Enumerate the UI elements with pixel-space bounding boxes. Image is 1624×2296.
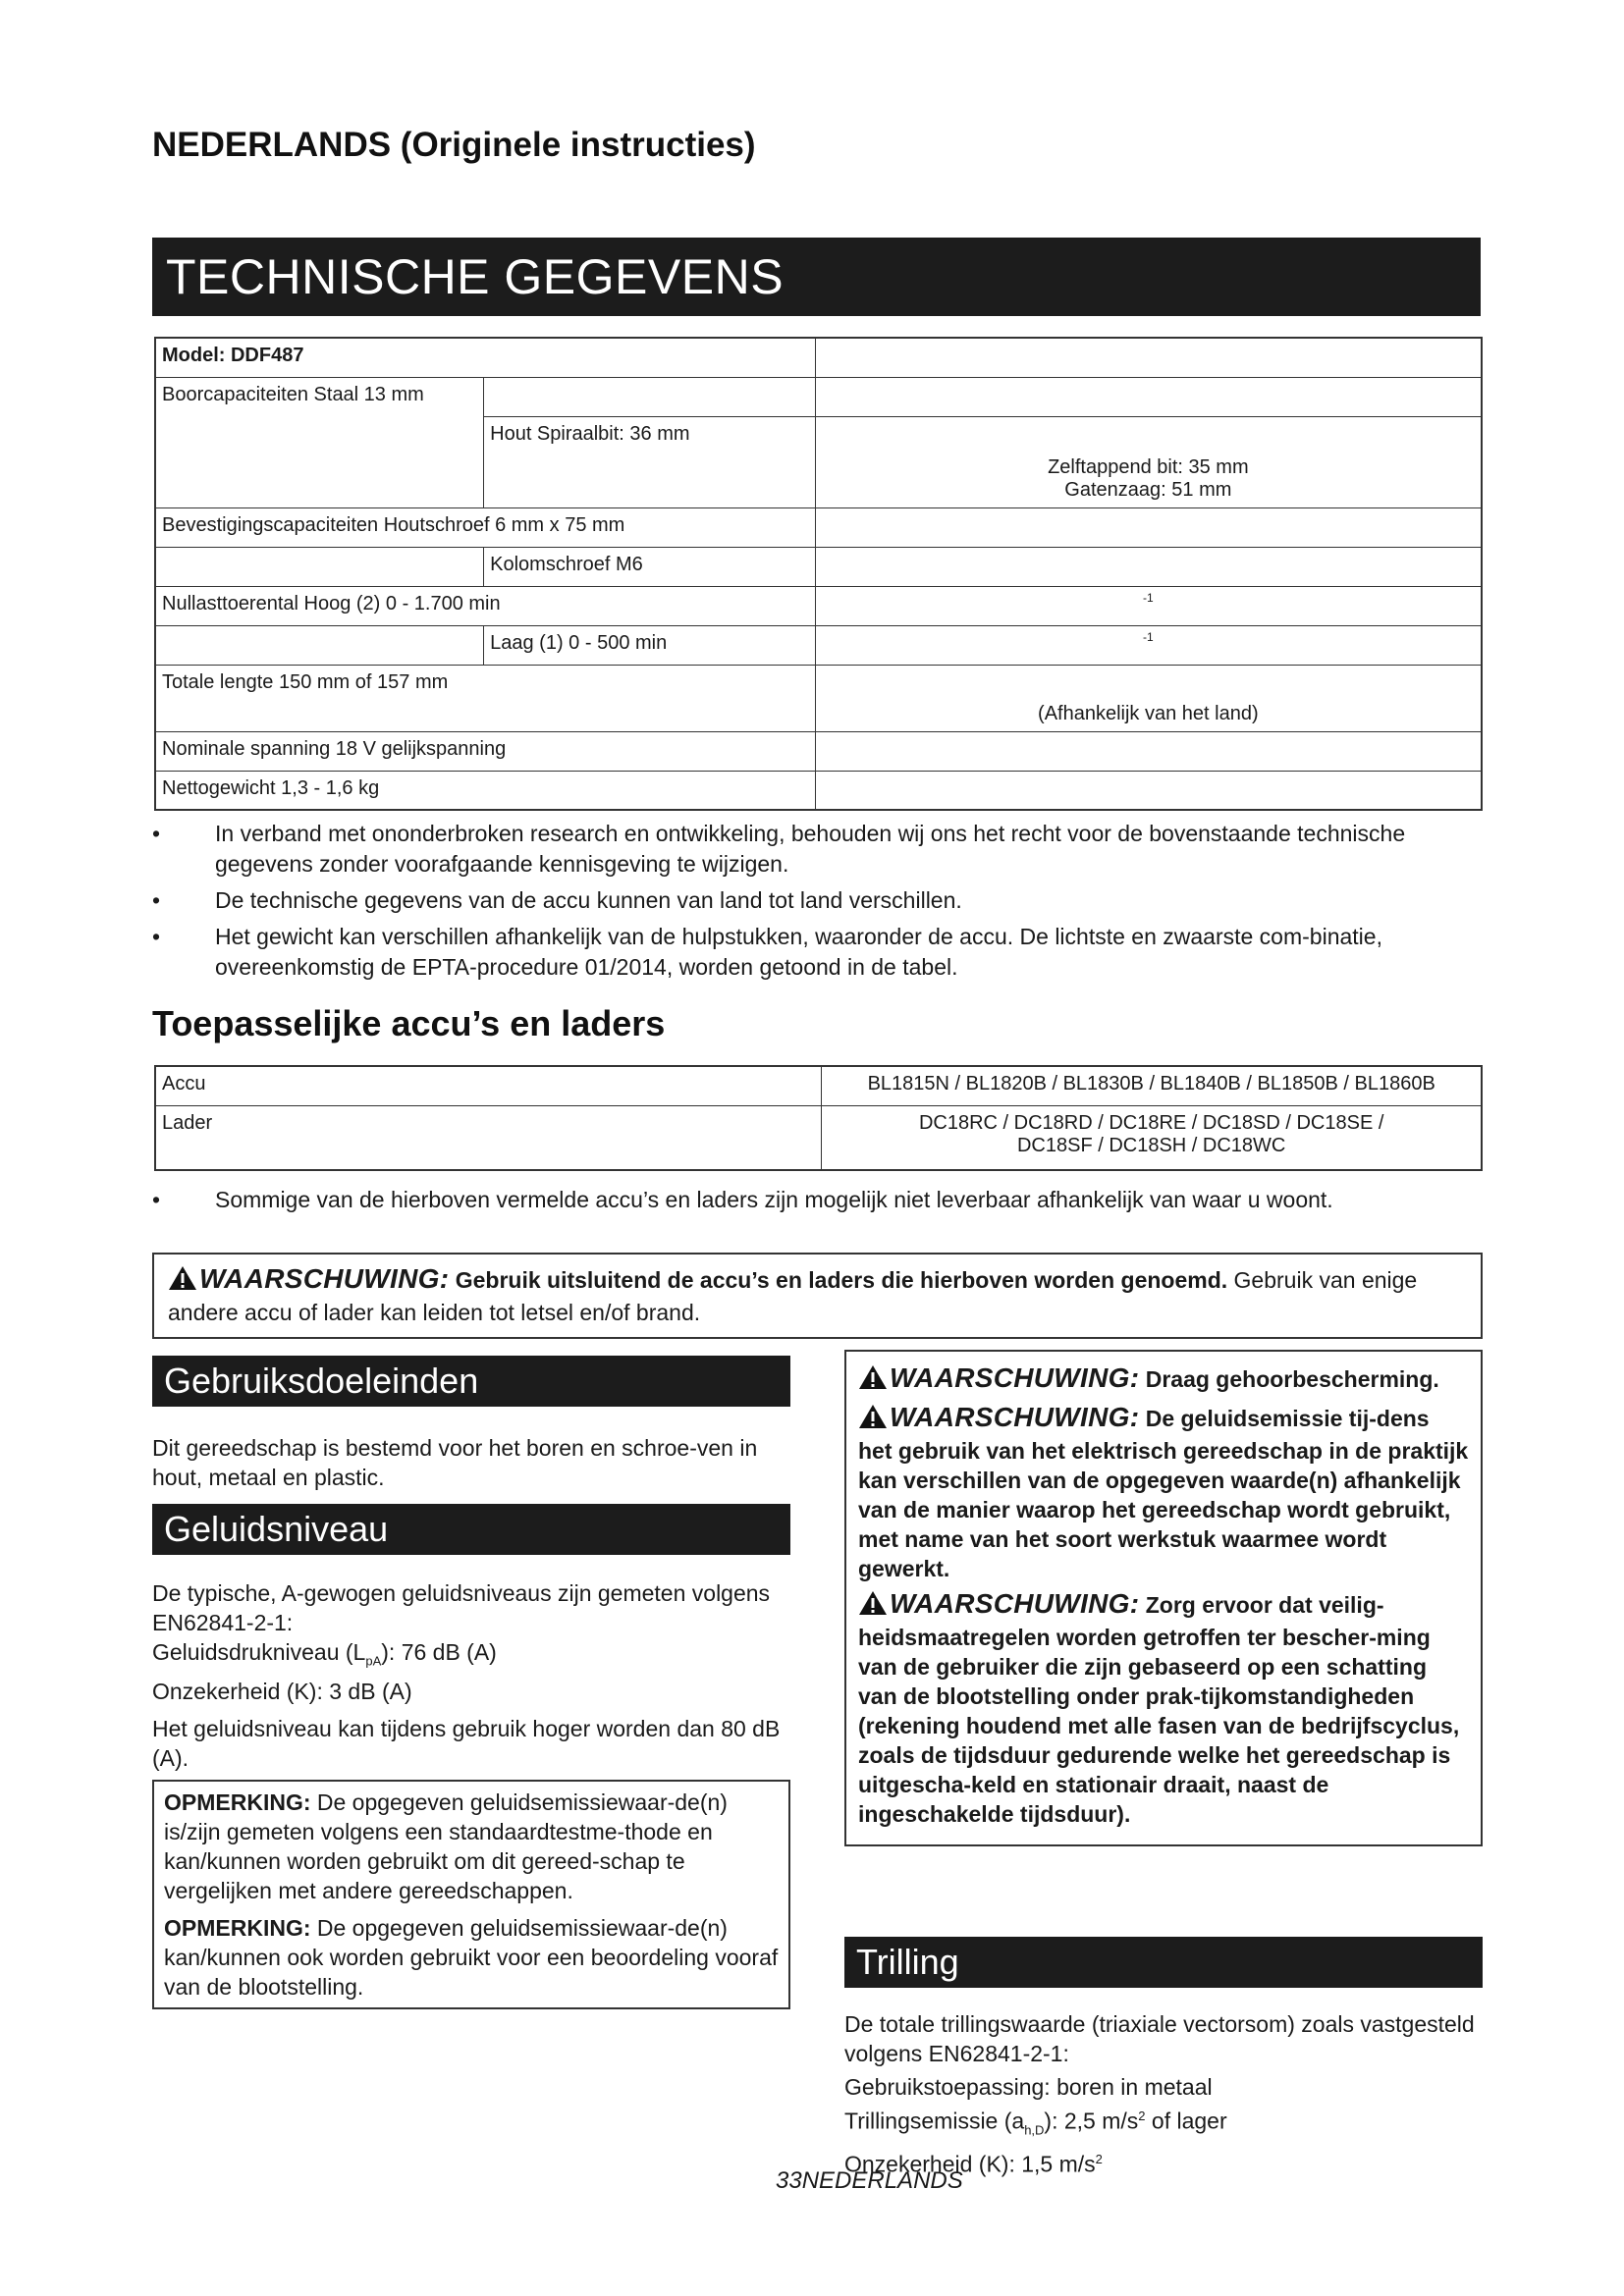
accu-value: BL1815N / BL1820B / BL1830B / BL1840B / BL1850B / BL1860B xyxy=(822,1066,1482,1105)
spec-kolomschroef-cell: Kolomschroef M6 xyxy=(484,547,816,586)
warning-triangle-icon xyxy=(168,1265,197,1298)
note-1: OPMERKING: De opgegeven geluidsemissiewaar-de(n) is/zijn gemeten volgens een standaardtestme-thode en kan/kunnen worden gebruikt om dit gereed-schap te vergelijken met andere gereedschappen. xyxy=(164,1789,728,1903)
section-title-technische-gegevens: TECHNISCHE GEGEVENS xyxy=(152,238,1481,316)
section-trilling: Trilling xyxy=(844,1937,1483,1988)
gebruik-text: Dit gereedschap is bestemd voor het boren en schroe-ven in hout, metaal en plastic. xyxy=(152,1435,758,1490)
warning-triangle-icon xyxy=(858,1364,888,1397)
warning-accu-box xyxy=(152,1253,1483,1339)
geluid-hoger: Het geluidsniveau kan tijdens gebruik hoger worden dan 80 dB (A). xyxy=(152,1715,781,1771)
geluid-intro: De typische, A-gewogen geluidsniveaus zijn gemeten volgens EN62841-2-1: xyxy=(152,1580,771,1635)
spec-zelftappend-cell: Zelftappend bit: 35 mm Gatenzaag: 51 mm xyxy=(815,416,1482,507)
geluid-note-box xyxy=(152,1780,790,2009)
list-item: • In verband met ononderbroken research en ontwikkeling, behouden wij ons het recht voor de bovenstaande technische gegevens zonder voorafgaande kennisgeving te wijzigen. xyxy=(152,819,1483,880)
warning-veiligheid: WAARSCHUWING: Zorg ervoor dat veilig-heidsmaatregelen worden getroffen ter bescher-ming van de gebruiker die zijn gebaseerd op een schatting van de blootstelling onder prak-tijkomstandigheden (rekening houdend met alle fasen van de bedrijfscyclus, zoals de tijdsduur gedurende welke het gereedschap is uitgescha-keld en stationair draait, naast de ingeschakelde tijdsduur). xyxy=(858,1588,1460,1827)
spec-afhankelijk-cell: (Afhankelijk van het land) xyxy=(815,665,1482,731)
warning-gehoor: WAARSCHUWING: Draag gehoorbescherming. xyxy=(858,1363,1469,1397)
list-item: • Het gewicht kan verschillen afhankelijk van de hulpstukken, waaronder de accu. De lichtste en zwaarste com-binatie, overeenkomstig de EPTA-procedure 01/2014, worden getoond in de tabel. xyxy=(152,922,1483,983)
accu-table xyxy=(154,1065,1483,1171)
trilling-block xyxy=(844,2009,1483,2179)
trilling-intro: De totale trillingswaarde (triaxiale vectorsom) zoals vastgesteld volgens EN62841-2-1: xyxy=(844,2011,1475,2066)
spec-sup-laag: -1 xyxy=(1143,629,1154,644)
accu-notes-list xyxy=(152,1185,1483,1221)
warning-triangle-icon xyxy=(858,1590,888,1623)
warning-bold-text: Gebruik uitsluitend de accu’s en laders die hierboven worden genoemd. xyxy=(455,1267,1228,1293)
spec-nullast-cell: Nullasttoerental Hoog (2) 0 - 1.700 min xyxy=(155,586,815,625)
trilling-onzekerheid: Onzekerheid (K): 1,5 $m/s^2$ xyxy=(844,2151,1103,2177)
spec-hout-cell: Hout Spiraalbit: 36 mm xyxy=(484,416,816,507)
list-item: • Sommige van de hierboven vermelde accu’s en laders zijn mogelijk niet leverbaar afhankelijk van waar u woont. xyxy=(152,1185,1483,1215)
spec-lengte-cell: Totale lengte 150 mm of 157 mm xyxy=(155,665,815,731)
spec-sup-hoog: -1 xyxy=(1143,590,1154,605)
lader-label: Lader xyxy=(155,1105,822,1170)
warning-geluidsemissie: WAARSCHUWING: De geluidsemissie tij-dens het gebruik van het elektrisch gereedschap in de praktijk kan verschillen van de opgegeven waarde(n) afhankelijk van de manier waarop het gereedschap wordt gebruikt, met name van het soort werkstuk waarmee wordt gewerkt. xyxy=(858,1402,1469,1581)
spec-spanning-cell: Nominale spanning 18 V gelijkspanning xyxy=(155,731,815,771)
spec-laag-cell: Laag (1) 0 - 500 min xyxy=(484,625,816,665)
spec-model-cell: Model: DDF487 xyxy=(155,338,815,377)
trilling-emissie: Trillingsemissie $(a_{h,D})$: 2,5 $m/s^2$ of lager xyxy=(844,2108,1227,2138)
spec-bevestiging-cell: Bevestigingscapaciteiten Houtschroef 6 mm x 75 mm xyxy=(155,507,815,547)
geluid-onzekerheid: Onzekerheid (K): 3 dB (A) xyxy=(152,1678,412,1704)
warning-rest-text: Gebruik van enige andere accu of lader kan leiden tot letsel en/of brand. xyxy=(168,1267,1418,1325)
spec-notes-list xyxy=(152,819,1483,988)
accu-heading: Toepasselijke accu’s en laders xyxy=(152,1003,666,1043)
spec-table xyxy=(154,337,1483,811)
page-footer: 33NEDERLANDS xyxy=(776,2167,963,2194)
geluid-block xyxy=(152,1578,790,1773)
trilling-toepassing: Gebruikstoepassing: boren in metaal xyxy=(844,2074,1213,2100)
section-gebruiksdoeleinden: Gebruiksdoeleinden xyxy=(152,1356,790,1407)
right-warnings-box xyxy=(844,1350,1483,1846)
warning-triangle-icon xyxy=(858,1404,888,1436)
note-2: OPMERKING: De opgegeven geluidsemissiewaar-de(n) kan/kunnen ook worden gebruikt voor een beoordeling vooraf van de blootstelling. xyxy=(164,1915,779,2000)
accu-label: Accu xyxy=(155,1066,822,1105)
warning-label: WAARSCHUWING: xyxy=(199,1263,450,1294)
lader-value: DC18RC / DC18RD / DC18RE / DC18SD / DC18SE / DC18SF / DC18SH / DC18WC xyxy=(822,1105,1482,1170)
section-geluidsniveau: Geluidsniveau xyxy=(152,1504,790,1555)
spec-boor-cell: Boorcapaciteiten Staal 13 mm xyxy=(155,377,484,507)
page-header: NEDERLANDS (Originele instructies) xyxy=(152,126,756,164)
spec-gewicht-cell: Nettogewicht 1,3 - 1,6 kg xyxy=(155,771,815,810)
geluid-drukniveau: Geluidsdrukniveau $(L_{pA})$: 76 dB (A) xyxy=(152,1639,497,1669)
list-item: • De technische gegevens van de accu kunnen van land tot land verschillen. xyxy=(152,885,1483,916)
